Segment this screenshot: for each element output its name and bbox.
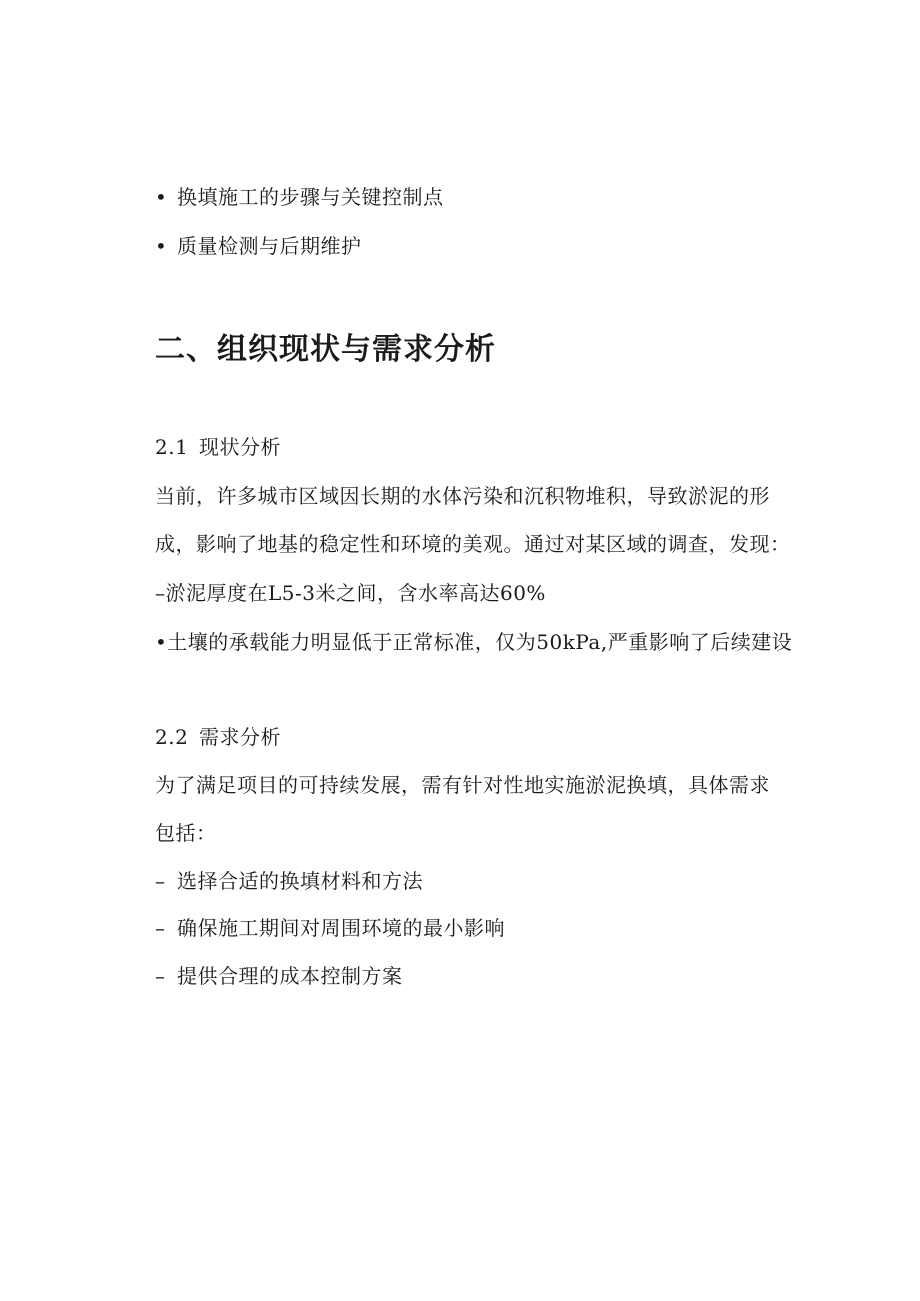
subsection-title: 现状分析 xyxy=(199,435,281,459)
paragraph-line: 成，影响了地基的稳定性和环境的美观。通过对某区域的调查，发现： xyxy=(155,532,791,556)
list-item: –淤泥厚度在L5-3米之间，含水率高达60% xyxy=(155,581,546,605)
paragraph-line: 当前，许多城市区域因长期的水体污染和沉积物堆积，导致淤泥的形 xyxy=(155,484,770,508)
list-item: •土壤的承载能力明显低于正常标准，仅为50kPa,严重影响了后续建设 xyxy=(155,630,793,654)
list-item-text: 提供合理的成本控制方案 xyxy=(177,964,403,988)
list-item-text: 确保施工期间对周围环境的最小影响 xyxy=(177,916,505,940)
list-item xyxy=(155,914,505,942)
list-item xyxy=(155,183,444,211)
list-item-text: 质量检测与后期维护 xyxy=(177,234,362,258)
list-item xyxy=(155,232,362,260)
subsection-number: 2.2 xyxy=(155,725,189,749)
subsection-heading xyxy=(155,723,281,751)
subsection-number: 2.1 xyxy=(155,435,189,459)
dash-marker: – xyxy=(155,869,166,893)
bullet-marker: • xyxy=(155,234,168,258)
paragraph-line: 为了满足项目的可持续发展，需有针对性地实施淤泥换填，具体需求 xyxy=(155,773,770,797)
subsection-title: 需求分析 xyxy=(199,725,281,749)
section-title: 二、组织现状与需求分析 xyxy=(155,332,496,367)
dash-marker: – xyxy=(155,964,166,988)
subsection-heading xyxy=(155,433,281,461)
paragraph-line: 包括： xyxy=(155,821,217,845)
list-item-text: 选择合适的换填材料和方法 xyxy=(177,869,423,893)
bullet-marker: • xyxy=(155,185,168,209)
list-item xyxy=(155,867,423,895)
dash-marker: – xyxy=(155,916,166,940)
list-item-text: 换填施工的步骤与关键控制点 xyxy=(177,185,444,209)
list-item xyxy=(155,962,403,990)
